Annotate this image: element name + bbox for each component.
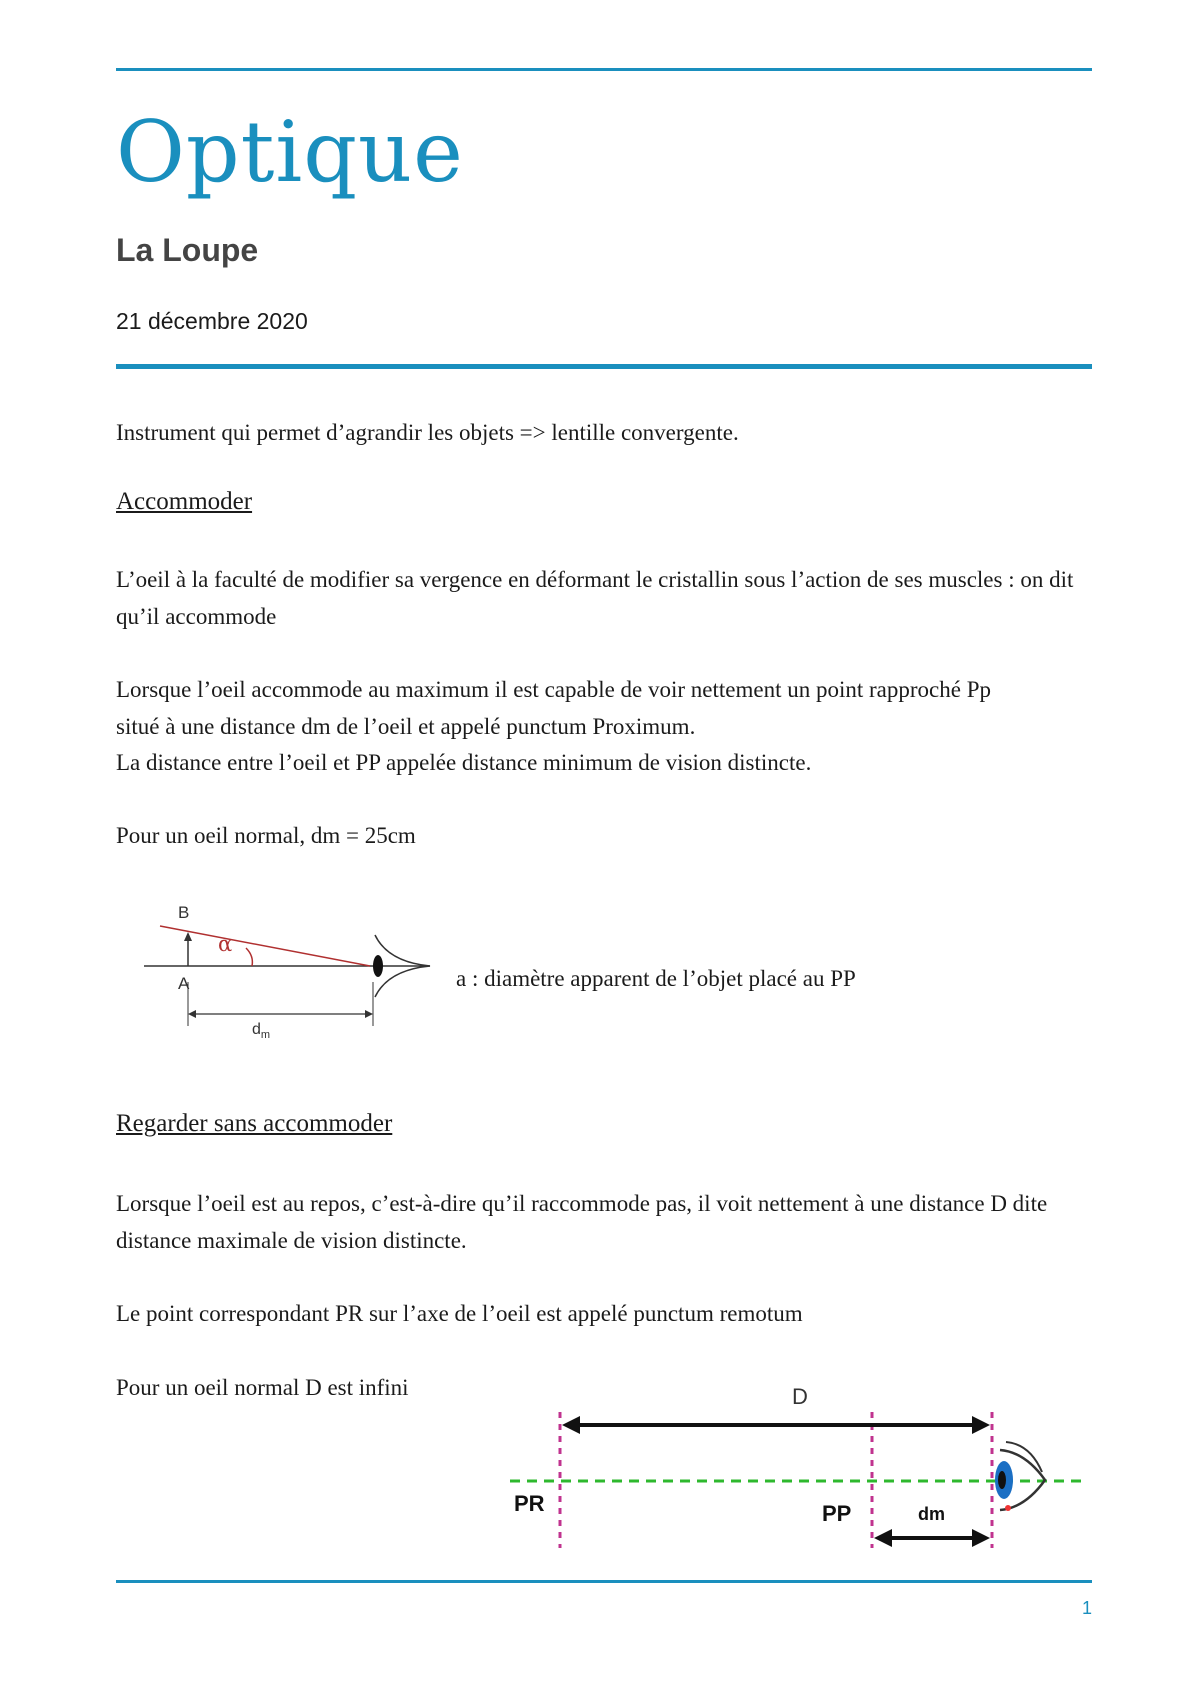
sans-accommoder-paragraph-3: Pour un oeil normal D est infini: [116, 1375, 409, 1400]
eye-brow: [1006, 1442, 1042, 1472]
top-rule: [116, 68, 1092, 71]
label-pr: PR: [514, 1491, 545, 1516]
dm2-arrow-left: [874, 1529, 892, 1547]
document-date: 21 décembre 2020: [116, 308, 308, 334]
page-subtitle: La Loupe: [116, 232, 259, 268]
sans-accommoder-paragraph-2: Le point correspondant PR sur l’axe de l’oeil est appelé punctum remotum: [116, 1301, 803, 1326]
accommoder-paragraph-1: L’oeil à la faculté de modifier sa vergence en déformant le cristallin sous l’action de ses muscles : on dit qu’il accommode: [116, 567, 1074, 629]
label-dm: $d_m$: [252, 1021, 271, 1041]
punctum-distances-diagram: [500, 1380, 1090, 1555]
header-rule: [116, 364, 1092, 369]
accommoder-paragraph-3: La distance entre l’oeil et PP appelée distance minimum de vision distincte.: [116, 750, 812, 775]
label-b: B: [178, 903, 190, 922]
footer-rule: [116, 1580, 1092, 1583]
eye-pupil: [373, 955, 383, 977]
sight-ray: [160, 926, 370, 966]
accommoder-paragraph-2: Lorsque l’oeil accommode au maximum il est capable de voir nettement un point rapproché Pp situé à une distance dm de l’oeil et appelé punctum Proximum.: [116, 677, 992, 739]
d-arrow-right: [972, 1416, 990, 1434]
section-heading-accommoder: Accommoder: [116, 488, 253, 515]
dm-arrow-left: [188, 1010, 196, 1018]
eye-red-dot: [1005, 1505, 1011, 1511]
label-pp: PP: [822, 1501, 852, 1526]
dm2-arrow-right: [972, 1529, 990, 1547]
sans-accommoder-paragraph-1: Lorsque l’oeil est au repos, c’est-à-dire qu’il raccommode pas, il voit nettement à une distance D dite distance maximale de vision distincte.: [116, 1191, 1048, 1253]
intro-paragraph: Instrument qui permet d’agrandir les objets => lentille convergente.: [116, 420, 739, 445]
d-arrow-left: [562, 1416, 580, 1434]
object-arrow-head: [184, 932, 192, 941]
apparent-diameter-diagram: [130, 890, 450, 1050]
label-alpha: α: [218, 932, 233, 956]
page-number: 1: [1081, 1598, 1092, 1618]
label-dm-2: dm: [918, 1504, 945, 1524]
alpha-angle-arc: [246, 948, 252, 966]
eye-pupil-2: [998, 1471, 1006, 1489]
section-heading-sans-accommoder: Regarder sans accommoder: [116, 1110, 393, 1137]
label-a: A: [178, 974, 190, 993]
page-title: Optique: [116, 103, 464, 201]
figure1-caption: a : diamètre apparent de l’objet placé au PP: [456, 966, 856, 991]
label-d: D: [792, 1384, 808, 1409]
accommoder-paragraph-4: Pour un oeil normal, dm = 25cm: [116, 823, 416, 848]
dm-arrow-right: [365, 1010, 373, 1018]
